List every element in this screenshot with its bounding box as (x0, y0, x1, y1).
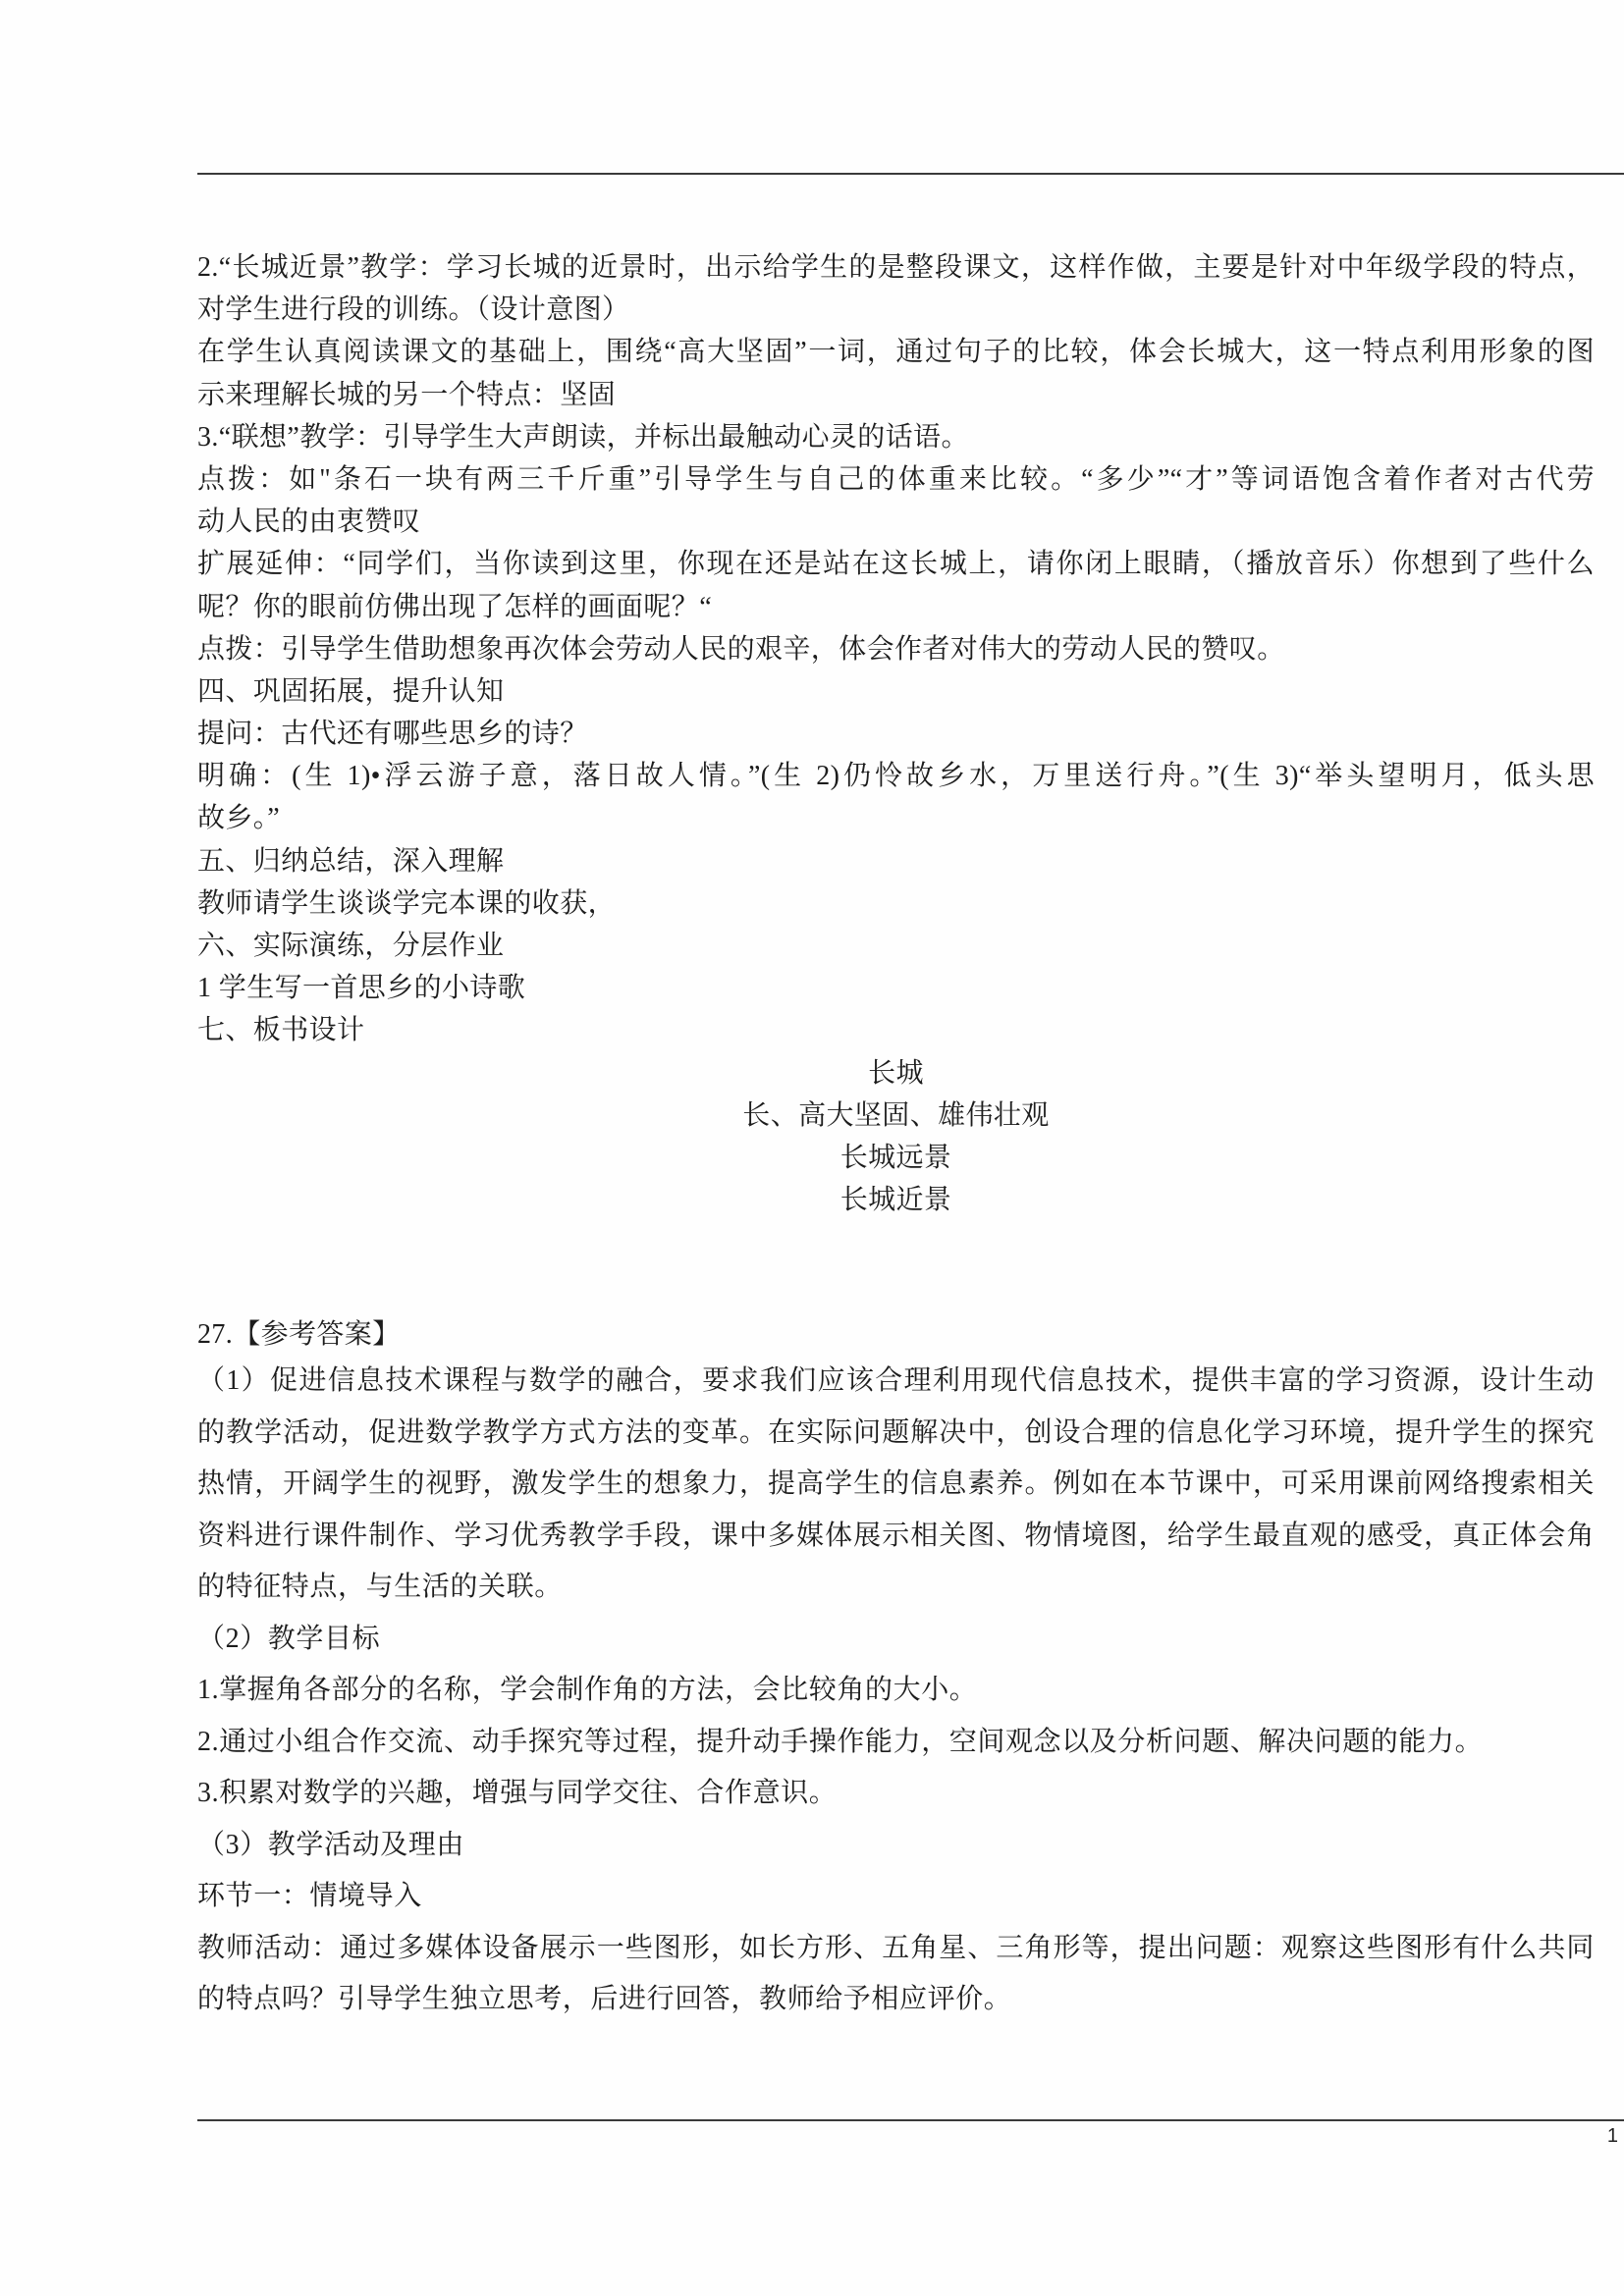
board-line: 长、高大坚固、雄伟壮观 (742, 1099, 1050, 1131)
text-line: 3.“联想”教学：引导学生大声朗读，并标出最触动心灵的话语。 (197, 421, 969, 453)
text-line: 明确：(生 1)•浮云游子意，落日故人情。”(生 2)仍怜故乡水，万里送行舟。”(生 3)“举头望明月，低头思 (197, 761, 1595, 792)
text-line: 对学生进行段的训练。（设计意图） (197, 294, 630, 326)
answer-subheading: （2）教学目标 (197, 1623, 381, 1654)
answer-line: 的特点吗？引导学生独立思考，后进行回答，教师给予相应评价。 (197, 1984, 1012, 2014)
text-line: 故乡。” (197, 803, 281, 834)
text-line: 教师请学生谈谈学完本课的收获， (197, 887, 617, 919)
answer-text (197, 1356, 1595, 2026)
lesson-design-text (197, 246, 1595, 1221)
answer-subheading: （3）教学活动及理由 (197, 1829, 465, 1860)
answer-line: 3.积累对数学的兴趣，增强与同学交往、合作意识。 (197, 1778, 838, 1808)
section-heading: 七、板书设计 (197, 1015, 365, 1046)
text-line: 点拨：引导学生借助想象再次体会劳动人民的艰辛，体会作者对伟大的劳动人民的赞叹。 (197, 633, 1285, 665)
page-number: 1 (1606, 2125, 1618, 2147)
board-line: 长城 (868, 1057, 924, 1089)
text-line: 扩展延伸：“同学们，当你读到这里，你现在还是站在这长城上，请你闭上眼睛，（播放音乐）你想到了些什么 (197, 549, 1595, 580)
answer-line: （1）促进信息技术课程与数学的融合，要求我们应该合理利用现代信息技术，提供丰富的学习资源，设计生动 (197, 1365, 1595, 1396)
footer-rule (197, 2119, 1624, 2121)
section-heading: 六、实际演练，分层作业 (197, 931, 505, 961)
answer-line: 的特征特点，与生活的关联。 (197, 1572, 563, 1602)
answer-line: 2.通过小组合作交流、动手探究等过程，提升动手操作能力，空间观念以及分析问题、解决问题的能力。 (197, 1726, 1484, 1757)
answer-line: 资料进行课件制作、学习优秀教学手段，课中多媒体展示相关图、物情境图，给学生最直观的感受，真正体会角 (197, 1520, 1595, 1551)
text-line: 示来理解长城的另一个特点：坚固 (197, 379, 617, 410)
answer-line: 环节一：情境导入 (197, 1881, 422, 1911)
text-line: 1 学生写一首思乡的小诗歌 (197, 973, 526, 1004)
answer-line: 1.掌握角各部分的名称，学会制作角的方法，会比较角的大小。 (197, 1675, 978, 1705)
section-heading: 四、巩固拓展，提升认知 (197, 675, 505, 707)
header-rule (197, 173, 1624, 175)
board-line: 长城近景 (839, 1185, 952, 1216)
text-line: 在学生认真阅读课文的基础上，围绕“高大坚固”一词，通过句子的比较，体会长城大，这一特点利用形象的图 (197, 337, 1595, 368)
text-line: 提问：古代还有哪些思乡的诗？ (197, 719, 588, 750)
board-line: 长城远景 (839, 1142, 952, 1173)
answer-line: 热情，开阔学生的视野，激发学生的想象力，提高学生的信息素养。例如在本节课中，可采用课前网络搜索相关 (197, 1468, 1595, 1499)
answer-line: 的教学活动，促进数学教学方式方法的变革。在实际问题解决中，创设合理的信息化学习环境，提升学生的探究 (197, 1416, 1595, 1448)
answer-line: 教师活动：通过多媒体设备展示一些图形，如长方形、五角星、三角形等，提出问题：观察这些图形有什么共同 (197, 1932, 1595, 1963)
section-heading: 五、归纳总结，深入理解 (197, 845, 505, 877)
text-line: 呢？你的眼前仿佛出现了怎样的画面呢？“ (197, 591, 713, 622)
text-line: 2.“长城近景”教学：学习长城的近景时，出示给学生的是整段课文，这样作做，主要是针对中年级学段的特点， (197, 252, 1595, 283)
answer-heading: 27.【参考答案】 (197, 1319, 401, 1350)
text-line: 动人民的由衷赞叹 (197, 507, 421, 538)
text-line: 点拨：如"条石一块有两三千斤重”引导学生与自己的体重来比较。“多少”“才”等词语饱含着作者对古代劳 (197, 463, 1595, 495)
